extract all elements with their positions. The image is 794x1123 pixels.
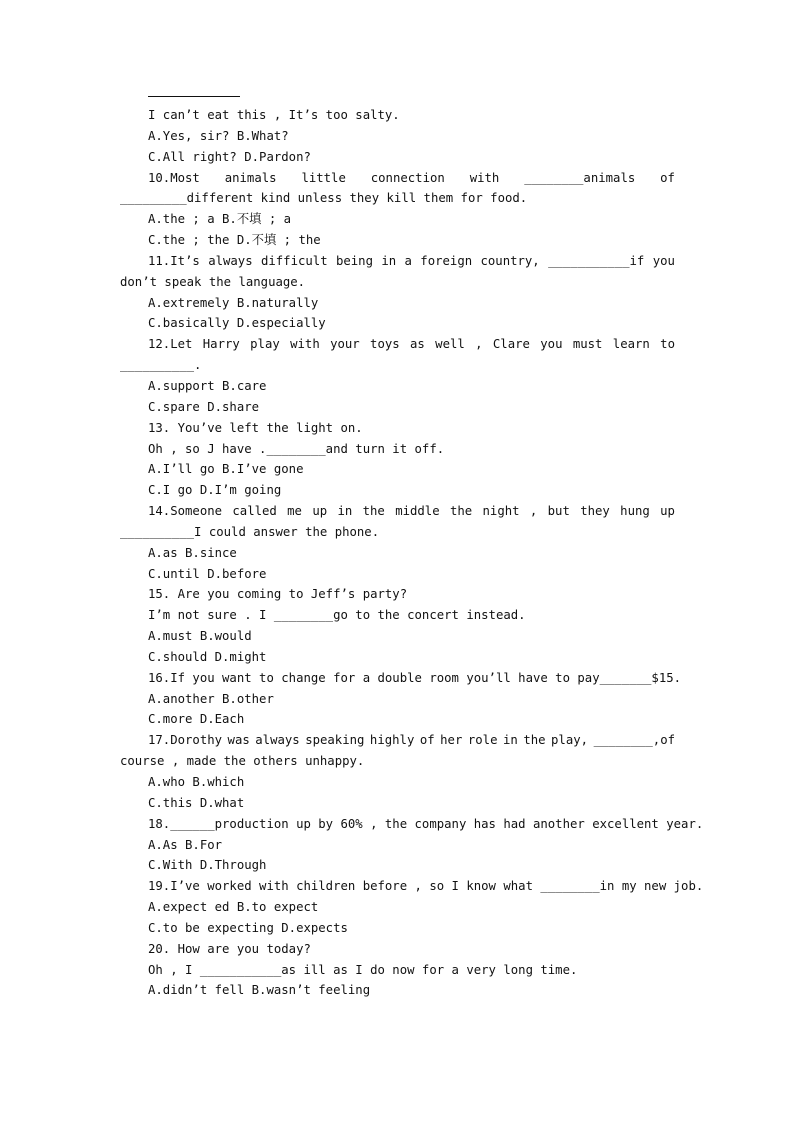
word: in bbox=[503, 733, 518, 748]
text-line: don’t speak the language. bbox=[120, 274, 306, 289]
word: the bbox=[362, 504, 385, 519]
word: they bbox=[580, 504, 610, 519]
word: you bbox=[540, 337, 563, 352]
word: role bbox=[467, 733, 498, 748]
word: always bbox=[255, 733, 300, 748]
text-line: C.to be expecting D.expects bbox=[148, 920, 348, 935]
exercise-content bbox=[120, 96, 704, 1001]
word: , bbox=[475, 337, 483, 352]
word: up bbox=[660, 504, 675, 519]
text-line bbox=[120, 730, 675, 751]
word: well bbox=[435, 337, 465, 352]
word: night bbox=[482, 504, 520, 519]
word: 17.Dorothy bbox=[148, 733, 223, 748]
text-line: C.should D.might bbox=[148, 649, 267, 664]
text-line: __________. bbox=[120, 358, 202, 373]
word: , bbox=[529, 504, 538, 519]
word: of bbox=[660, 170, 675, 185]
word: play bbox=[250, 337, 280, 352]
question-lines bbox=[120, 105, 704, 1001]
word: your bbox=[330, 337, 360, 352]
text-line: 13. You’ve left the light on. bbox=[148, 420, 363, 435]
word: hung bbox=[620, 504, 650, 519]
word: in bbox=[337, 504, 353, 519]
word: of bbox=[419, 733, 435, 748]
text-line: A.who B.which bbox=[148, 775, 245, 789]
text-line bbox=[120, 501, 675, 522]
word: but bbox=[547, 504, 570, 519]
text-line: A.the ; a B.不填 ; a bbox=[148, 212, 292, 227]
word: as bbox=[410, 337, 425, 352]
text-line: A.didn’t fell B.wasn’t feeling bbox=[148, 983, 371, 998]
word: must bbox=[572, 337, 603, 352]
answer-blank-line bbox=[148, 96, 240, 97]
text-line: C.this D.what bbox=[148, 795, 245, 810]
text-line: Oh , so J have .________and turn it off. bbox=[148, 441, 445, 456]
word: Harry bbox=[202, 337, 240, 352]
text-line: Oh , I ___________as ill as I do now for a very long time. bbox=[148, 962, 578, 977]
word: 12.Let bbox=[148, 337, 193, 352]
text-line: C.the ; the D.不填 ; the bbox=[148, 233, 321, 248]
text-line: A.Yes, sir? B.What? bbox=[148, 128, 289, 143]
word: toys bbox=[370, 337, 400, 352]
text-line: _________different kind unless they kill them for food. bbox=[120, 191, 528, 206]
word: the bbox=[449, 504, 473, 519]
word: ________,of bbox=[593, 733, 675, 748]
text-line: 20. How are you today? bbox=[148, 941, 311, 956]
word: country, bbox=[480, 253, 540, 268]
text-line: C.With D.Through bbox=[148, 858, 267, 873]
word: called bbox=[232, 504, 277, 519]
text-line: A.As B.For bbox=[148, 837, 223, 852]
word: animals bbox=[224, 170, 277, 185]
word: a bbox=[404, 253, 412, 268]
text-line: course , made the others unhappy. bbox=[120, 754, 365, 769]
word: being bbox=[335, 253, 373, 268]
word: connection bbox=[370, 170, 445, 185]
text-line: A.I’ll go B.I’ve gone bbox=[148, 462, 304, 477]
text-line: C.more D.Each bbox=[148, 712, 245, 727]
word: with bbox=[469, 170, 500, 185]
word: speaking bbox=[305, 733, 365, 748]
word: play, bbox=[551, 733, 589, 748]
word: to bbox=[660, 337, 675, 352]
word: ________animals bbox=[524, 170, 636, 185]
text-line: 18.______production up by 60% , the company has had another excellent year. bbox=[148, 816, 704, 831]
word: Clare bbox=[492, 337, 530, 352]
text-line: A.extremely B.naturally bbox=[148, 295, 319, 310]
word: ___________if bbox=[548, 253, 645, 268]
word: 14.Someone bbox=[148, 504, 223, 519]
word: learn bbox=[612, 337, 650, 352]
text-line: C.until D.before bbox=[148, 566, 267, 581]
text-line: C.basically D.especially bbox=[148, 316, 326, 331]
text-line: A.expect ed B.to expect bbox=[148, 900, 319, 915]
text-line: 15. Are you coming to Jeff’s party? bbox=[148, 587, 408, 602]
word: with bbox=[290, 337, 320, 352]
text-line: C.spare D.share bbox=[148, 399, 260, 414]
word: foreign bbox=[420, 253, 473, 268]
text-line: __________I could answer the phone. bbox=[120, 524, 380, 539]
text-line: A.must B.would bbox=[148, 629, 252, 644]
word: up bbox=[312, 504, 328, 519]
word: highly bbox=[369, 733, 415, 748]
text-line: A.as B.since bbox=[148, 545, 237, 560]
text-line bbox=[120, 168, 675, 189]
text-line: C.All right? D.Pardon? bbox=[148, 149, 311, 164]
text-line: A.support B.care bbox=[148, 378, 267, 393]
text-line: C.I go D.I’m going bbox=[148, 483, 282, 498]
word: me bbox=[287, 504, 302, 519]
word: difficult bbox=[260, 253, 328, 268]
word: in bbox=[381, 253, 397, 268]
word: middle bbox=[395, 504, 440, 519]
word: 10.Most bbox=[148, 170, 200, 185]
word: her bbox=[440, 733, 463, 748]
word: little bbox=[301, 170, 346, 185]
text-line bbox=[120, 251, 675, 272]
word: the bbox=[523, 733, 546, 748]
word: always bbox=[208, 253, 253, 268]
text-line: I’m not sure . I ________go to the concert instead. bbox=[148, 608, 526, 623]
text-line bbox=[120, 334, 675, 355]
word: you bbox=[652, 253, 675, 268]
word: 11.It’s bbox=[148, 253, 200, 268]
word: was bbox=[227, 733, 250, 748]
text-line: A.another B.other bbox=[148, 691, 274, 706]
text-line: 19.I’ve worked with children before , so I know what ________in my new job. bbox=[148, 879, 704, 894]
text-line: 16.If you want to change for a double room you’ll have to pay_______$15. bbox=[148, 670, 682, 685]
text-line: I can’t eat this , It’s too salty. bbox=[148, 108, 400, 122]
